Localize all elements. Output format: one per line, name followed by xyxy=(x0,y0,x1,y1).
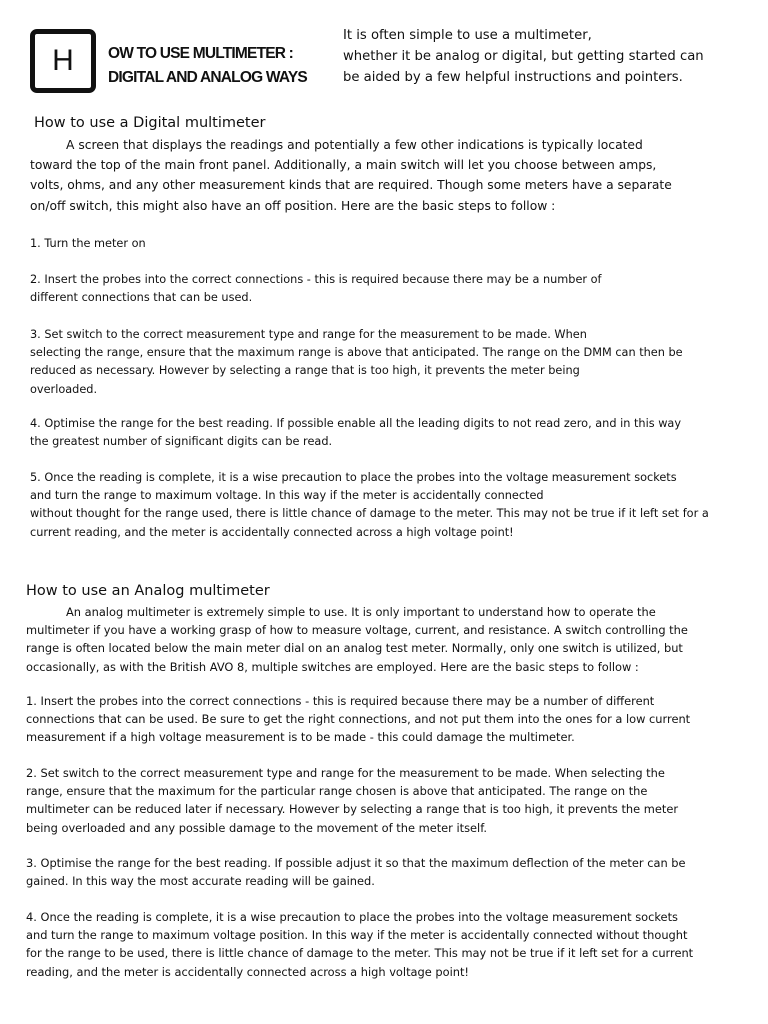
header-intro-line: whether it be analog or digital, but getting started can xyxy=(343,49,704,64)
step-line: current reading, and the meter is accidentally connected across a high voltage point! xyxy=(30,525,514,539)
analog-step-2 xyxy=(26,764,678,837)
digital-step-5 xyxy=(30,469,709,542)
step-line: selecting the range, ensure that the maximum range is above that anticipated. The range on the DMM can then be xyxy=(30,346,683,360)
step-line: 2. Set switch to the correct measurement type and range for the measurement to be made. When selecting the xyxy=(26,766,665,780)
analog-step-3 xyxy=(26,854,686,890)
header-intro-line: It is often simple to use a multimeter, xyxy=(343,28,592,43)
step-line: gained. In this way the most accurate reading will be gained. xyxy=(26,874,375,889)
analog-intro-line: range is often located below the main meter dial on an analog test meter. Normally, only one switch is utilized, but xyxy=(26,641,683,656)
digital-step-3 xyxy=(30,326,683,399)
step-line: different connections that can be used. xyxy=(30,291,253,305)
step-line: 2. Insert the probes into the correct connections - this is required because there may be a number of xyxy=(30,273,602,286)
digital-intro-line: volts, ohms, and any other measurement kinds that are required. Though some meters have a separate xyxy=(30,178,672,193)
step-line: and turn the range to maximum voltage. In this way if the meter is accidentally connected xyxy=(30,489,544,503)
analog-intro-line: occasionally, as with the British AVO 8, multiple switches are employed. Here are the basic steps to follow : xyxy=(26,659,639,674)
header-intro-line: be aided by a few helpful instructions and pointers. xyxy=(343,70,683,85)
analog-intro-line: multimeter if you have a working grasp of how to measure voltage, current, and resistance. A switch controlling the xyxy=(26,623,688,638)
digital-intro-line: toward the top of the main front panel. Additionally, a main switch will let you choose between amps, xyxy=(30,158,657,173)
dropcap-box xyxy=(30,29,96,93)
dropcap-letter: H xyxy=(52,44,74,77)
step-line: reading, and the meter is accidentally connected across a high voltage point! xyxy=(26,964,469,979)
analog-step-4 xyxy=(26,908,693,981)
analog-heading: How to use an Analog multimeter xyxy=(26,583,270,599)
step-line: the greatest number of significant digits can be read. xyxy=(30,435,333,449)
step-line: multimeter can be reduced later if necessary. However by selecting a range that is too high, it prevents the meter xyxy=(26,802,679,817)
digital-intro-line: on/off switch, this might also have an off position. Here are the basic steps to follow : xyxy=(30,198,556,213)
step-line: 4. Once the reading is complete, it is a wise precaution to place the probes into the voltage measurement sockets xyxy=(26,910,678,924)
digital-intro xyxy=(30,135,672,216)
title-line-2: DIGITAL AND ANALOG WAYS xyxy=(108,69,307,86)
step-line: range, ensure that the maximum for the particular range chosen is above that anticipated. The range on the xyxy=(26,784,648,799)
step-line: connections that can be used. Be sure to get the right connections, and not put them into the ones for a low current xyxy=(26,712,691,727)
digital-step-4 xyxy=(30,415,681,451)
step-line: 4. Optimise the range for the best reading. If possible enable all the leading digits to not read zero, and in this way xyxy=(30,417,682,430)
step-line: measurement if a high voltage measurement is to be made - this could damage the multimeter. xyxy=(26,730,575,745)
step-line: reduced as necessary. However by selecting a range that is too high, it prevents the meter being xyxy=(30,364,580,378)
step-line: being overloaded and any possible damage to the movement of the meter itself. xyxy=(26,820,488,835)
digital-step-2 xyxy=(30,271,602,307)
step-line: 3. Set switch to the correct measurement type and range for the measurement to be made. When xyxy=(30,328,587,341)
header-intro xyxy=(343,25,753,88)
step-line: 1. Insert the probes into the correct connections - this is required because there may be a number of different xyxy=(26,694,655,708)
digital-intro-line: A screen that displays the readings and potentially a few other indications is typically located xyxy=(66,138,643,152)
step-line: and turn the range to maximum voltage position. In this way if the meter is accidentally connected without thought xyxy=(26,928,688,943)
digital-step-1 xyxy=(30,235,146,253)
title-line-1: OW TO USE MULTIMETER : xyxy=(108,45,294,62)
page-title xyxy=(108,42,307,90)
analog-intro xyxy=(26,603,688,676)
step-line: 1. Turn the meter on xyxy=(30,237,146,250)
step-line: overloaded. xyxy=(30,382,98,396)
digital-heading: How to use a Digital multimeter xyxy=(34,115,266,131)
step-line: without thought for the range used, there is little chance of damage to the meter. This may not be true if it left set for a xyxy=(30,507,709,521)
step-line: for the range to be used, there is little chance of damage to the meter. This may not be true if it left set for a current xyxy=(26,946,694,961)
analog-step-1 xyxy=(26,692,690,747)
step-line: 3. Optimise the range for the best reading. If possible adjust it so that the maximum deflection of the meter can be xyxy=(26,856,686,870)
step-line: 5. Once the reading is complete, it is a wise precaution to place the probes into the voltage measurement sockets xyxy=(30,471,677,484)
analog-intro-line: An analog multimeter is extremely simple to use. It is only important to understand how to operate the xyxy=(66,605,656,619)
